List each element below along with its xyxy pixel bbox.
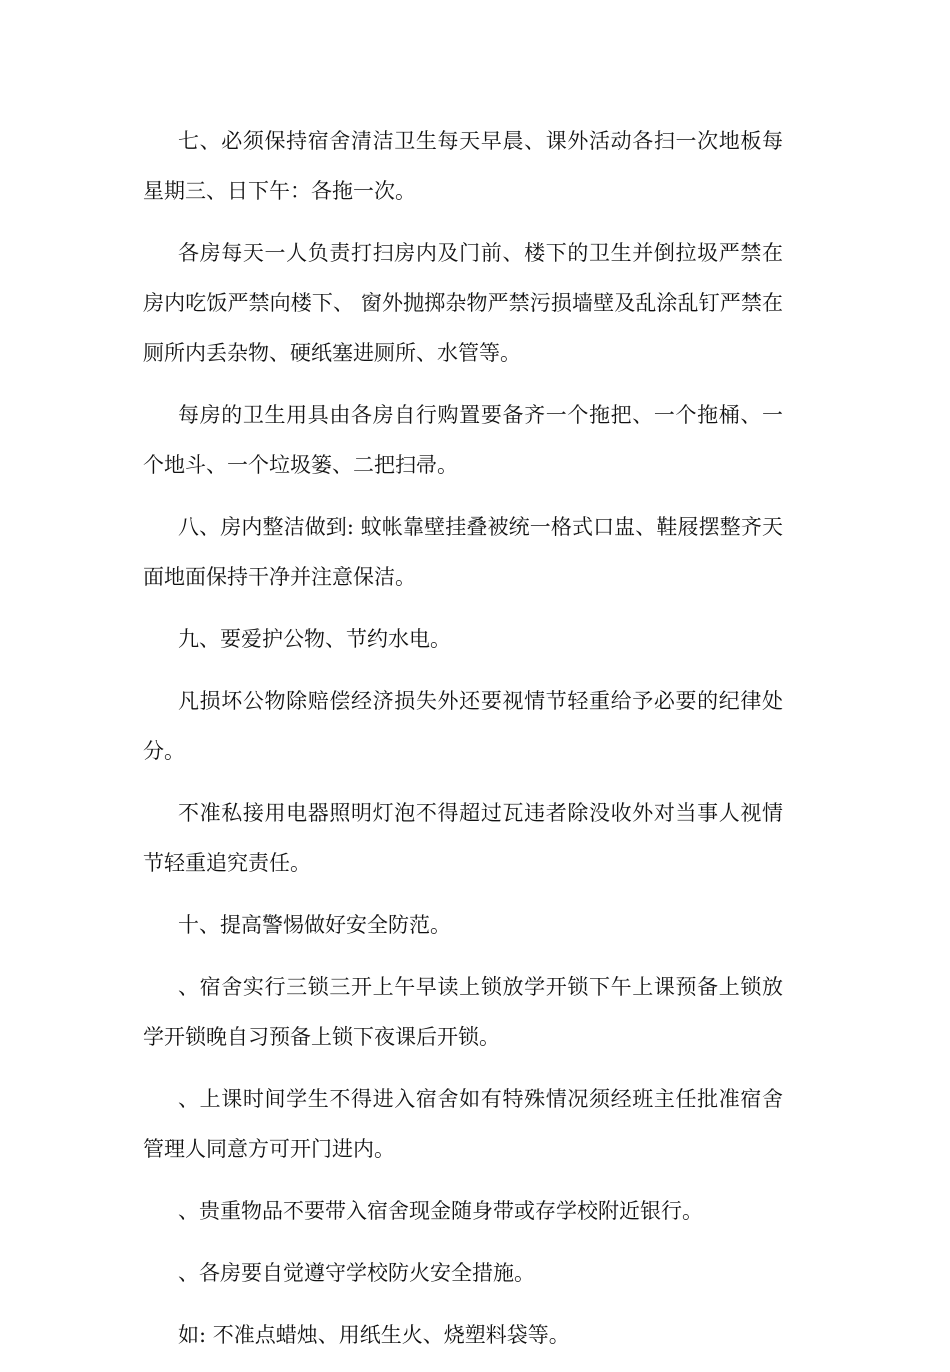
paragraph-rule-9: 九、要爱护公物、节约水电。 (178, 627, 451, 651)
paragraph-damage-penalty: 凡损坏公物除赔偿经济损失外还要视情节轻重给予必要的纪律处分。 (143, 689, 783, 763)
paragraph-rule-10: 十、提高警惕做好安全防范。 (178, 913, 451, 937)
document-body (143, 116, 783, 1372)
paragraph-cleaning-tools: 每房的卫生用具由各房自行购置要备齐一个拖把、一个拖桶、一个地斗、一个垃圾篓、二把扫帚。 (143, 403, 783, 477)
paragraph-lock-schedule: 、宿舍实行三锁三开上午早读上锁放学开锁下午上课预备上锁放学开锁晚自习预备上锁下夜课后开锁。 (143, 975, 783, 1049)
paragraph-room-cleaning: 各房每天一人负责打扫房内及门前、楼下的卫生并倒拉圾严禁在房内吃饭严禁向楼下、 窗外抛掷杂物严禁污损墙壁及乱涂乱钉严禁在厕所内丢杂物、硬纸塞进厕所、水管等。 (143, 241, 783, 365)
paragraph-fire-safety: 、各房要自觉遵守学校防火安全措施。 (178, 1261, 535, 1285)
paragraph-fire-examples: 如: 不准点蜡烛、用纸生火、烧塑料袋等。 (178, 1323, 570, 1347)
paragraph-rule-8: 八、房内整洁做到: 蚊帐靠壁挂叠被统一格式口盅、鞋屐摆整齐天面地面保持干净并注意保洁。 (143, 515, 783, 589)
paragraph-rule-7: 七、必须保持宿舍清洁卫生每天早晨、课外活动各扫一次地板每星期三、日下午：各拖一次。 (143, 129, 783, 203)
paragraph-class-time-entry: 、上课时间学生不得进入宿舍如有特殊情况须经班主任批准宿舍管理人同意方可开门进内。 (143, 1087, 783, 1161)
paragraph-electrical-rule: 不准私接用电器照明灯泡不得超过瓦违者除没收外对当事人视情节轻重追究责任。 (143, 801, 783, 875)
paragraph-valuables: 、贵重物品不要带入宿舍现金随身带或存学校附近银行。 (178, 1199, 703, 1223)
